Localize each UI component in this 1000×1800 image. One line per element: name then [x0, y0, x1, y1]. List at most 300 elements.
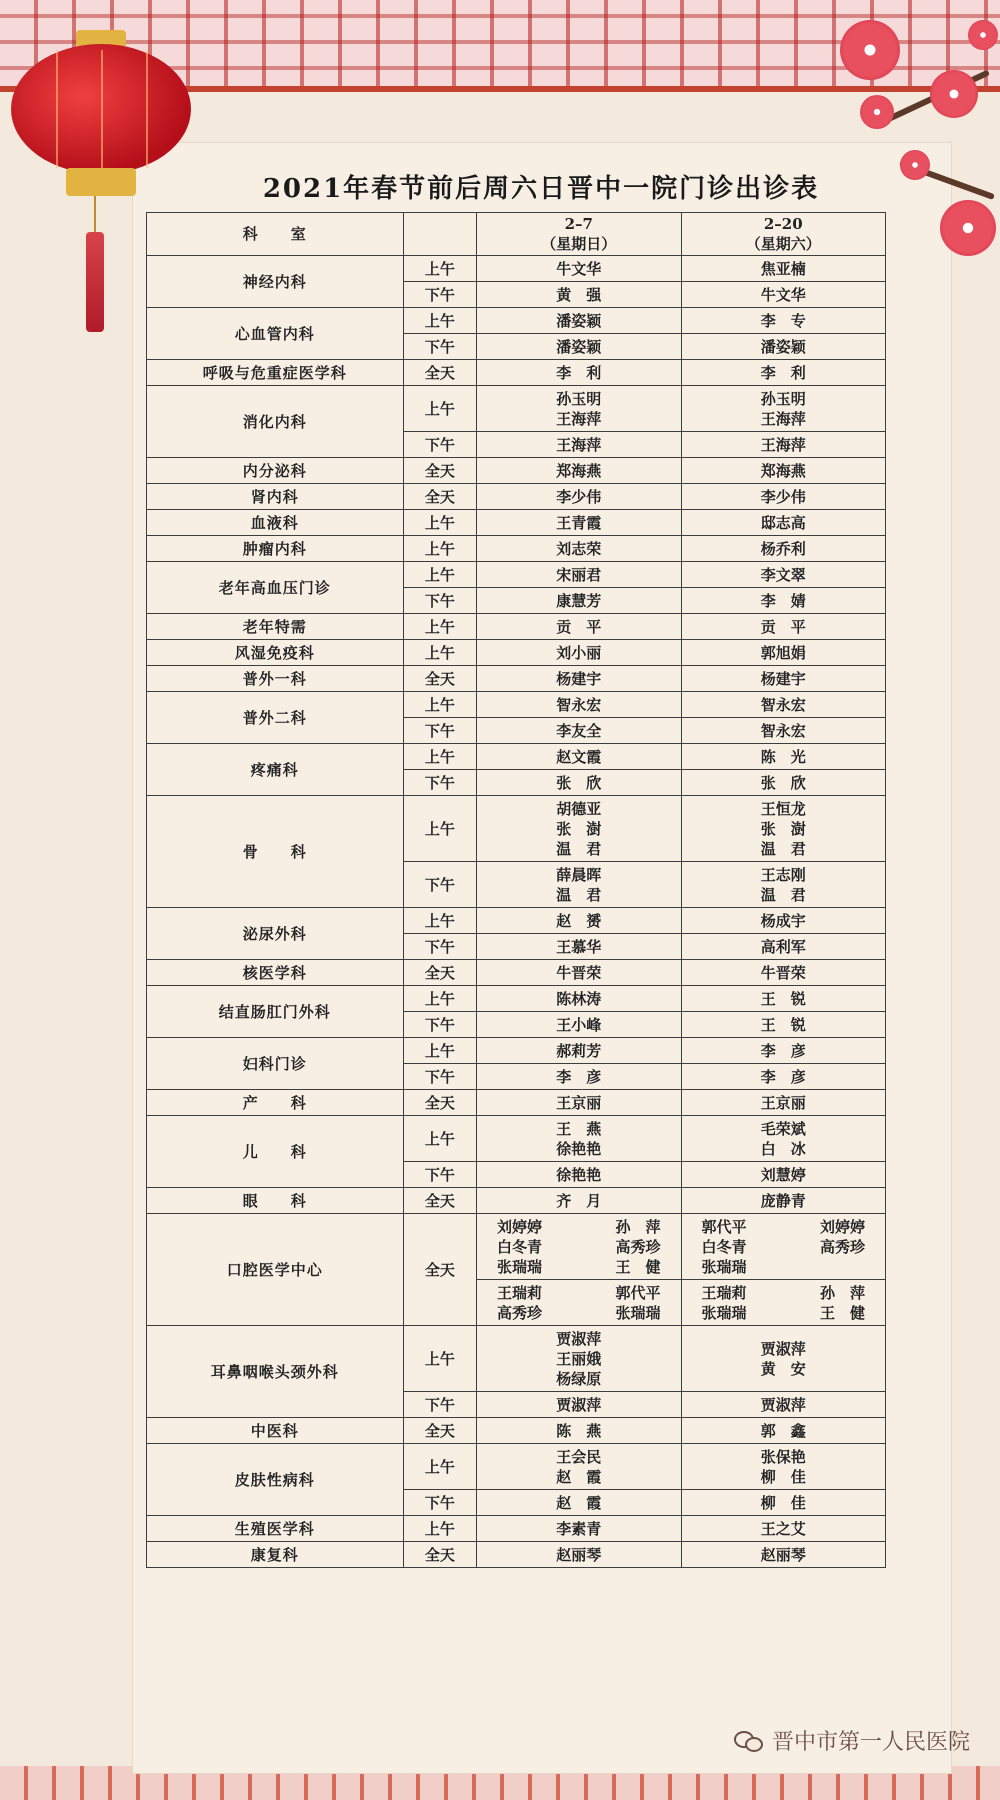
doctor-name: 郭旭娟 [760, 643, 806, 662]
doctor-name: 潘姿颖 [556, 311, 602, 330]
doctor-cell [681, 1064, 885, 1090]
table-row [147, 510, 886, 536]
doctor-name [481, 1283, 676, 1303]
doctor-name: 贾淑萍 [556, 1329, 602, 1348]
doctor-name: 李素青 [556, 1519, 602, 1538]
period-cell: 上午 [403, 614, 476, 640]
doctor-cell [681, 1090, 885, 1116]
doctor-name: 张瑞瑞 [701, 1257, 747, 1276]
header-weekday: （星期六） [745, 235, 821, 253]
doctor-name: 贾淑萍 [556, 1395, 602, 1414]
doctor-cell [477, 718, 681, 744]
doctor-cell [681, 986, 885, 1012]
period-cell: 下午 [403, 934, 476, 960]
doctor-name: 邸志高 [760, 513, 806, 532]
doctor-cell [477, 1038, 681, 1064]
period-cell: 上午 [403, 562, 476, 588]
doctor-cell [681, 614, 885, 640]
doctor-name: 李 利 [760, 363, 806, 382]
doctor-name [481, 1257, 676, 1277]
department-cell: 耳鼻咽喉头颈外科 [147, 1326, 404, 1418]
table-row [147, 1542, 886, 1568]
doctor-cell [681, 510, 885, 536]
period-cell: 下午 [403, 1012, 476, 1038]
doctor-cell [477, 1516, 681, 1542]
tassel-string [94, 196, 96, 236]
department-cell: 普外二科 [147, 692, 404, 744]
doctor-cell [681, 1542, 885, 1568]
doctor-cell [477, 1162, 681, 1188]
doctor-cell [681, 432, 885, 458]
department-cell: 皮肤性病科 [147, 1444, 404, 1516]
table-row [147, 1326, 886, 1392]
table-row [147, 536, 886, 562]
period-cell: 下午 [403, 862, 476, 908]
header-row [147, 213, 886, 256]
doctor-cell [681, 1116, 885, 1162]
period-cell: 上午 [403, 510, 476, 536]
period-cell: 上午 [403, 1516, 476, 1542]
doctor-name: 黄 安 [760, 1359, 806, 1378]
doctor-name: 郭 鑫 [760, 1421, 806, 1440]
table-row [147, 458, 886, 484]
doctor-cell [681, 1490, 885, 1516]
doctor-name: 焦亚楠 [760, 259, 806, 278]
period-cell: 上午 [403, 536, 476, 562]
header-date-1 [477, 213, 681, 256]
period-cell: 上午 [403, 1116, 476, 1162]
doctor-name: 庞静青 [760, 1191, 806, 1210]
doctor-name: 智永宏 [760, 695, 806, 714]
doctor-name: 刘小丽 [556, 643, 602, 662]
doctor-name: 宋丽君 [556, 565, 602, 584]
table-row [147, 986, 886, 1012]
department-cell: 血液科 [147, 510, 404, 536]
table-row [147, 614, 886, 640]
doctor-cell [681, 666, 885, 692]
doctor-cell [477, 1012, 681, 1038]
doctor-name: 贾淑萍 [760, 1395, 806, 1414]
doctor-name: 王之艾 [760, 1519, 806, 1538]
doctor-cell [477, 1090, 681, 1116]
period-cell: 全天 [403, 1418, 476, 1444]
doctor-name: 孙 萍 [615, 1217, 661, 1236]
doctor-name: 孙玉明 [556, 389, 602, 408]
doctor-name [686, 1217, 881, 1237]
doctor-name: 王丽娥 [556, 1349, 602, 1368]
department-cell: 口腔医学中心 [147, 1214, 404, 1326]
doctor-name: 高秀珍 [615, 1237, 661, 1256]
doctor-name: 李 利 [556, 363, 602, 382]
doctor-name: 柳 佳 [760, 1467, 806, 1486]
table-row [147, 692, 886, 718]
period-cell: 上午 [403, 986, 476, 1012]
doctor-cell [477, 1326, 681, 1392]
doctor-name: 高秀珍 [497, 1303, 543, 1322]
doctor-cell [477, 458, 681, 484]
doctor-name: 陈林涛 [556, 989, 602, 1008]
doctor-name: 潘姿颖 [760, 337, 806, 356]
table-row [147, 1116, 886, 1162]
doctor-cell [477, 1188, 681, 1214]
doctor-name: 温 君 [556, 839, 602, 858]
tassel-icon [86, 232, 104, 332]
doctor-name: 徐艳艳 [556, 1165, 602, 1184]
period-cell: 上午 [403, 386, 476, 432]
doctor-cell [477, 934, 681, 960]
doctor-name: 郑海燕 [760, 461, 806, 480]
doctor-name: 杨建宇 [556, 669, 602, 688]
doctor-cell [681, 256, 885, 282]
doctor-cell [681, 1392, 885, 1418]
table-row [147, 744, 886, 770]
department-cell: 风湿免疫科 [147, 640, 404, 666]
doctor-name: 郑海燕 [556, 461, 602, 480]
doctor-name: 王 健 [819, 1303, 865, 1322]
doctor-name: 李少伟 [760, 487, 806, 506]
department-cell: 产 科 [147, 1090, 404, 1116]
period-cell: 全天 [403, 1542, 476, 1568]
doctor-cell [477, 862, 681, 908]
doctor-name [686, 1303, 881, 1323]
doctor-name: 李 专 [760, 311, 806, 330]
period-cell: 全天 [403, 1090, 476, 1116]
department-cell: 消化内科 [147, 386, 404, 458]
doctor-name: 张瑞瑞 [701, 1303, 747, 1322]
department-cell: 中医科 [147, 1418, 404, 1444]
doctor-name: 陈 光 [760, 747, 806, 766]
doctor-name: 杨绿原 [556, 1369, 602, 1388]
period-cell: 下午 [403, 1490, 476, 1516]
doctor-cell [477, 666, 681, 692]
doctor-cell [681, 960, 885, 986]
doctor-name [481, 1237, 676, 1257]
department-cell: 肿瘤内科 [147, 536, 404, 562]
doctor-name: 王志刚 [760, 865, 806, 884]
doctor-name: 高秀珍 [819, 1237, 865, 1256]
doctor-cell [477, 1392, 681, 1418]
doctor-name: 白冬青 [701, 1237, 747, 1256]
doctor-name: 白冬青 [497, 1237, 543, 1256]
doctor-cell [681, 282, 885, 308]
doctor-name: 齐 月 [556, 1191, 602, 1210]
period-cell: 下午 [403, 282, 476, 308]
doctor-name: 郝莉芳 [556, 1041, 602, 1060]
period-cell: 全天 [403, 458, 476, 484]
doctor-cell [681, 692, 885, 718]
doctor-cell [681, 1012, 885, 1038]
doctor-name: 郭代平 [615, 1283, 661, 1302]
doctor-name: 薛晨晖 [556, 865, 602, 884]
doctor-name [686, 1237, 881, 1257]
department-cell: 结直肠肛门外科 [147, 986, 404, 1038]
doctor-name: 赵丽琴 [760, 1545, 806, 1564]
doctor-name: 王慕华 [556, 937, 602, 956]
table-row [147, 1418, 886, 1444]
header-date-2 [681, 213, 885, 256]
doctor-name: 高利军 [760, 937, 806, 956]
period-cell: 下午 [403, 770, 476, 796]
doctor-name: 张瑞瑞 [497, 1257, 543, 1276]
period-cell: 下午 [403, 1064, 476, 1090]
table-row [147, 484, 886, 510]
doctor-name: 徐艳艳 [556, 1139, 602, 1158]
doctor-cell [477, 386, 681, 432]
doctor-name: 王 健 [615, 1257, 661, 1276]
table-row [147, 308, 886, 334]
doctor-name: 王 锐 [760, 1015, 806, 1034]
department-cell: 疼痛科 [147, 744, 404, 796]
doctor-name: 李友全 [556, 721, 602, 740]
period-cell: 上午 [403, 1444, 476, 1490]
doctor-name: 牛文华 [760, 285, 806, 304]
period-cell: 下午 [403, 1162, 476, 1188]
department-cell: 呼吸与危重症医学科 [147, 360, 404, 386]
doctor-cell [477, 256, 681, 282]
doctor-cell [681, 1418, 885, 1444]
doctor-cell [477, 1490, 681, 1516]
department-cell: 儿 科 [147, 1116, 404, 1188]
department-cell: 普外一科 [147, 666, 404, 692]
header-dept: 科 室 [147, 213, 404, 256]
doctor-name: 杨建宇 [760, 669, 806, 688]
doctor-name: 赵丽琴 [556, 1545, 602, 1564]
period-cell: 下午 [403, 718, 476, 744]
doctor-name: 毛荣斌 [760, 1119, 806, 1138]
doctor-name: 刘慧婷 [760, 1165, 806, 1184]
table-row [147, 908, 886, 934]
doctor-cell [477, 588, 681, 614]
department-cell: 生殖医学科 [147, 1516, 404, 1542]
period-cell: 下午 [403, 588, 476, 614]
period-cell: 上午 [403, 1038, 476, 1064]
doctor-cell [477, 562, 681, 588]
doctor-cell [681, 718, 885, 744]
department-cell: 核医学科 [147, 960, 404, 986]
doctor-name: 张 澍 [556, 819, 602, 838]
doctor-name: 郭代平 [701, 1217, 747, 1236]
table-row [147, 1090, 886, 1116]
doctor-cell [477, 1214, 681, 1280]
doctor-name [686, 1283, 881, 1303]
department-cell: 老年高血压门诊 [147, 562, 404, 614]
doctor-cell [681, 862, 885, 908]
table-row [147, 960, 886, 986]
doctor-cell [681, 1280, 885, 1326]
doctor-name: 李 彦 [760, 1067, 806, 1086]
period-cell: 全天 [403, 1188, 476, 1214]
table-row [147, 666, 886, 692]
doctor-cell [477, 360, 681, 386]
doctor-name: 杨成宇 [760, 911, 806, 930]
doctor-name: 牛晋荣 [760, 963, 806, 982]
table-row [147, 1188, 886, 1214]
doctor-name: 杨乔利 [760, 539, 806, 558]
doctor-name: 贾淑萍 [760, 1339, 806, 1358]
doctor-name: 白 冰 [760, 1139, 806, 1158]
period-cell: 上午 [403, 744, 476, 770]
doctor-cell [477, 536, 681, 562]
doctor-name: 黄 强 [556, 285, 602, 304]
doctor-cell [477, 334, 681, 360]
wechat-icon [734, 1729, 764, 1753]
schedule-table [146, 212, 886, 1568]
watermark [734, 1725, 970, 1756]
doctor-cell [477, 796, 681, 862]
department-cell: 肾内科 [147, 484, 404, 510]
doctor-name: 刘婷婷 [497, 1217, 543, 1236]
doctor-cell [477, 744, 681, 770]
watermark-text: 晋中市第一人民医院 [771, 1730, 970, 1755]
doctor-name: 温 君 [760, 885, 806, 904]
doctor-name: 王京丽 [760, 1093, 806, 1112]
doctor-name: 李文翠 [760, 565, 806, 584]
doctor-name: 王 燕 [556, 1119, 602, 1138]
table-row [147, 796, 886, 862]
period-cell: 下午 [403, 334, 476, 360]
doctor-cell [477, 908, 681, 934]
doctor-name: 王海萍 [556, 435, 602, 454]
doctor-cell [477, 432, 681, 458]
period-cell: 上午 [403, 1326, 476, 1392]
header-period [403, 213, 476, 256]
doctor-name: 刘志荣 [556, 539, 602, 558]
doctor-cell [681, 588, 885, 614]
period-cell: 上午 [403, 908, 476, 934]
period-cell: 全天 [403, 484, 476, 510]
doctor-cell [681, 796, 885, 862]
header-date: 2–7 [564, 215, 593, 233]
doctor-name: 赵 霞 [556, 1493, 602, 1512]
doctor-name: 智永宏 [556, 695, 602, 714]
doctor-cell [681, 1214, 885, 1280]
table-row [147, 256, 886, 282]
doctor-cell [477, 1116, 681, 1162]
period-cell: 全天 [403, 360, 476, 386]
doctor-cell [681, 1038, 885, 1064]
doctor-cell [477, 986, 681, 1012]
department-cell: 骨 科 [147, 796, 404, 908]
doctor-name: 王京丽 [556, 1093, 602, 1112]
doctor-name [481, 1217, 676, 1237]
doctor-cell [681, 1188, 885, 1214]
doctor-cell [477, 1064, 681, 1090]
doctor-name: 赵 赟 [556, 911, 602, 930]
table-row [147, 1038, 886, 1064]
table-row [147, 386, 886, 432]
page-title: 2021年春节前后周六日晋中一院门诊出诊表 [262, 174, 820, 204]
doctor-name: 王瑞莉 [701, 1283, 747, 1302]
doctor-name: 贡 平 [760, 617, 806, 636]
department-cell: 眼 科 [147, 1188, 404, 1214]
doctor-name: 张保艳 [760, 1447, 806, 1466]
doctor-cell [681, 1326, 885, 1392]
doctor-name: 王 锐 [760, 989, 806, 1008]
doctor-name: 赵 霞 [556, 1467, 602, 1486]
doctor-name [481, 1303, 676, 1323]
doctor-cell [681, 1516, 885, 1542]
doctor-name: 胡德亚 [556, 799, 602, 818]
period-cell: 上午 [403, 640, 476, 666]
doctor-name: 张瑞瑞 [615, 1303, 661, 1322]
doctor-name: 张 欣 [760, 773, 806, 792]
doctor-name: 牛晋荣 [556, 963, 602, 982]
period-cell: 下午 [403, 1392, 476, 1418]
doctor-cell [477, 1280, 681, 1326]
doctor-cell [477, 614, 681, 640]
doctor-name: 孙玉明 [760, 389, 806, 408]
department-cell: 老年特需 [147, 614, 404, 640]
doctor-cell [477, 1444, 681, 1490]
doctor-cell [681, 1162, 885, 1188]
doctor-cell [477, 282, 681, 308]
doctor-cell [681, 386, 885, 432]
period-cell: 全天 [403, 666, 476, 692]
doctor-name: 王小峰 [556, 1015, 602, 1034]
doctor-name: 王海萍 [556, 409, 602, 428]
department-cell: 妇科门诊 [147, 1038, 404, 1090]
department-cell: 神经内科 [147, 256, 404, 308]
doctor-name: 陈 燕 [556, 1421, 602, 1440]
doctor-name: 智永宏 [760, 721, 806, 740]
doctor-cell [681, 770, 885, 796]
doctor-name [686, 1257, 881, 1277]
doctor-cell [477, 308, 681, 334]
doctor-cell [681, 640, 885, 666]
header-weekday: （星期日） [541, 235, 617, 253]
period-cell: 全天 [403, 1214, 476, 1326]
doctor-name: 王海萍 [760, 435, 806, 454]
doctor-cell [477, 770, 681, 796]
doctor-cell [681, 562, 885, 588]
doctor-cell [681, 308, 885, 334]
period-cell: 上午 [403, 308, 476, 334]
doctor-name: 张 澍 [760, 819, 806, 838]
table-row [147, 640, 886, 666]
doctor-cell [477, 692, 681, 718]
doctor-name: 李 彦 [760, 1041, 806, 1060]
doctor-name: 康慧芳 [556, 591, 602, 610]
doctor-cell [477, 960, 681, 986]
doctor-name: 李 婧 [760, 591, 806, 610]
doctor-cell [681, 934, 885, 960]
doctor-name: 李 彦 [556, 1067, 602, 1086]
period-cell: 上午 [403, 796, 476, 862]
department-cell: 心血管内科 [147, 308, 404, 360]
period-cell: 上午 [403, 256, 476, 282]
doctor-name: 赵文霞 [556, 747, 602, 766]
table-row [147, 562, 886, 588]
period-cell: 全天 [403, 960, 476, 986]
doctor-cell [477, 1418, 681, 1444]
doctor-cell [681, 908, 885, 934]
department-cell: 泌尿外科 [147, 908, 404, 960]
doctor-name: 王海萍 [760, 409, 806, 428]
doctor-cell [681, 484, 885, 510]
doctor-name: 李少伟 [556, 487, 602, 506]
doctor-name: 张 欣 [556, 773, 602, 792]
doctor-cell [681, 458, 885, 484]
doctor-name: 温 君 [556, 885, 602, 904]
doctor-name: 王青霞 [556, 513, 602, 532]
table-row [147, 1516, 886, 1542]
period-cell: 上午 [403, 692, 476, 718]
doctor-cell [681, 536, 885, 562]
doctor-name: 牛文华 [556, 259, 602, 278]
doctor-name: 王会民 [556, 1447, 602, 1466]
period-cell: 下午 [403, 432, 476, 458]
doctor-name: 孙 萍 [819, 1283, 865, 1302]
